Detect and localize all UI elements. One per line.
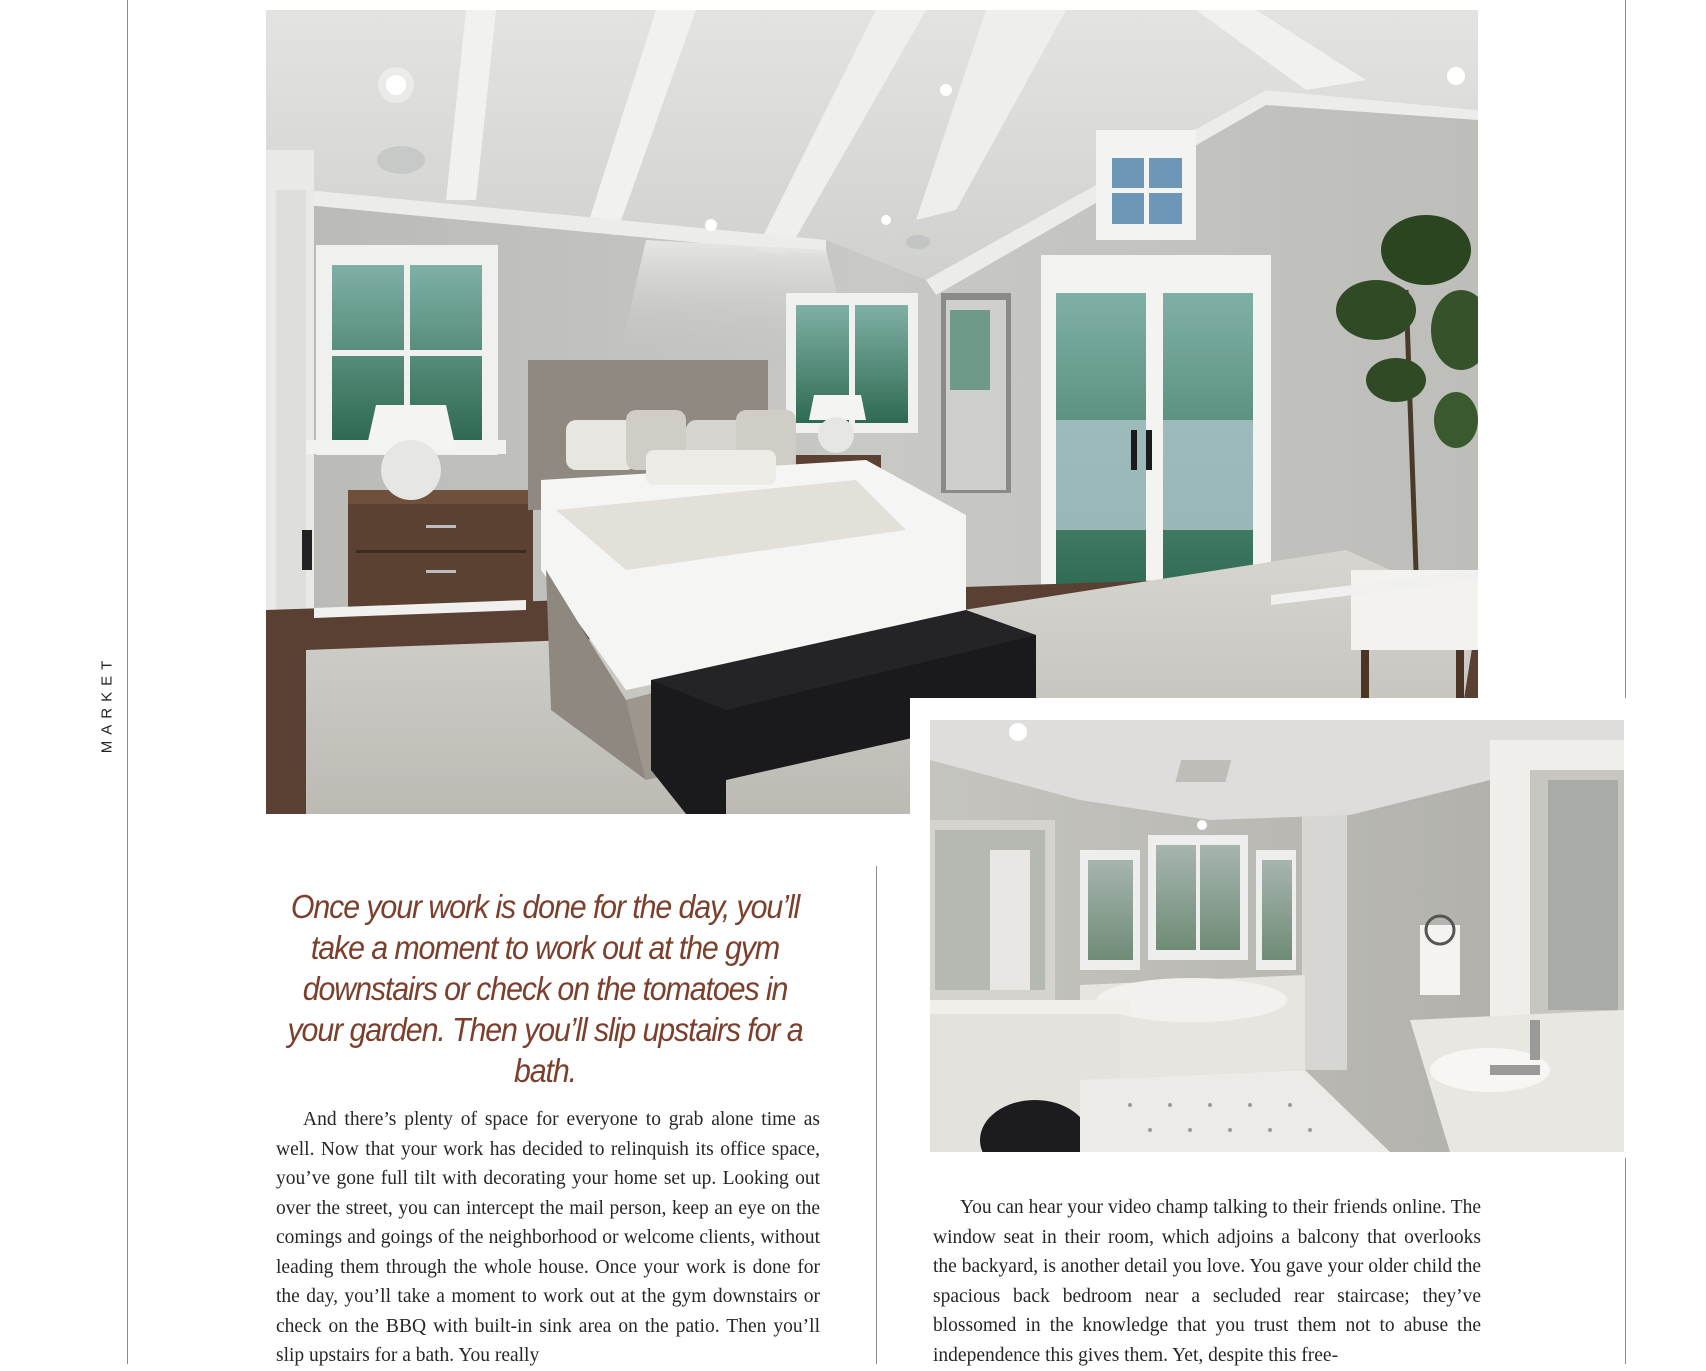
bathroom-photo	[930, 720, 1624, 1152]
bedroom-photo	[266, 10, 1478, 814]
pull-quote: Once your work is done for the day, you’ll take a moment to work out at the gym downstairs or check on the tomatoes in your garden. Then you’ll slip upstairs for a bath.	[287, 888, 803, 1089]
left-column-paragraph: And there’s plenty of space for everyone to grab alone time as well. Now that your work has decided to relinquish its office space, you’ve gone full tilt with decorating your home set up. Looking out over the street, you can intercept the mail person, keep an eye on the comings and goings of the neighborhood or welcome clients, without leading them through the whole house. Once your work is done for the day, you’ll take a moment to work out at the gym downstairs or check on the BBQ with built-in sink area on the patio. Then you’ll slip upstairs for a bath. You really	[276, 1109, 820, 1366]
right-margin-rule	[1625, 0, 1626, 1364]
article-right-column	[933, 1193, 1481, 1370]
left-margin-rule	[127, 0, 128, 1364]
article-left-column	[276, 1105, 820, 1371]
column-divider	[876, 866, 877, 1364]
section-label: MARKET	[98, 654, 116, 754]
right-column-paragraph: You can hear your video champ talking to their friends online. The window seat in their room, which adjoins a balcony that overlooks the backyard, is another detail you love. You gave your older child the spacious back bedroom near a secluded rear staircase; they’ve blossomed in the knowledge that you trust them not to abuse the independence this gives them. Yet, despite this free-	[933, 1197, 1481, 1366]
